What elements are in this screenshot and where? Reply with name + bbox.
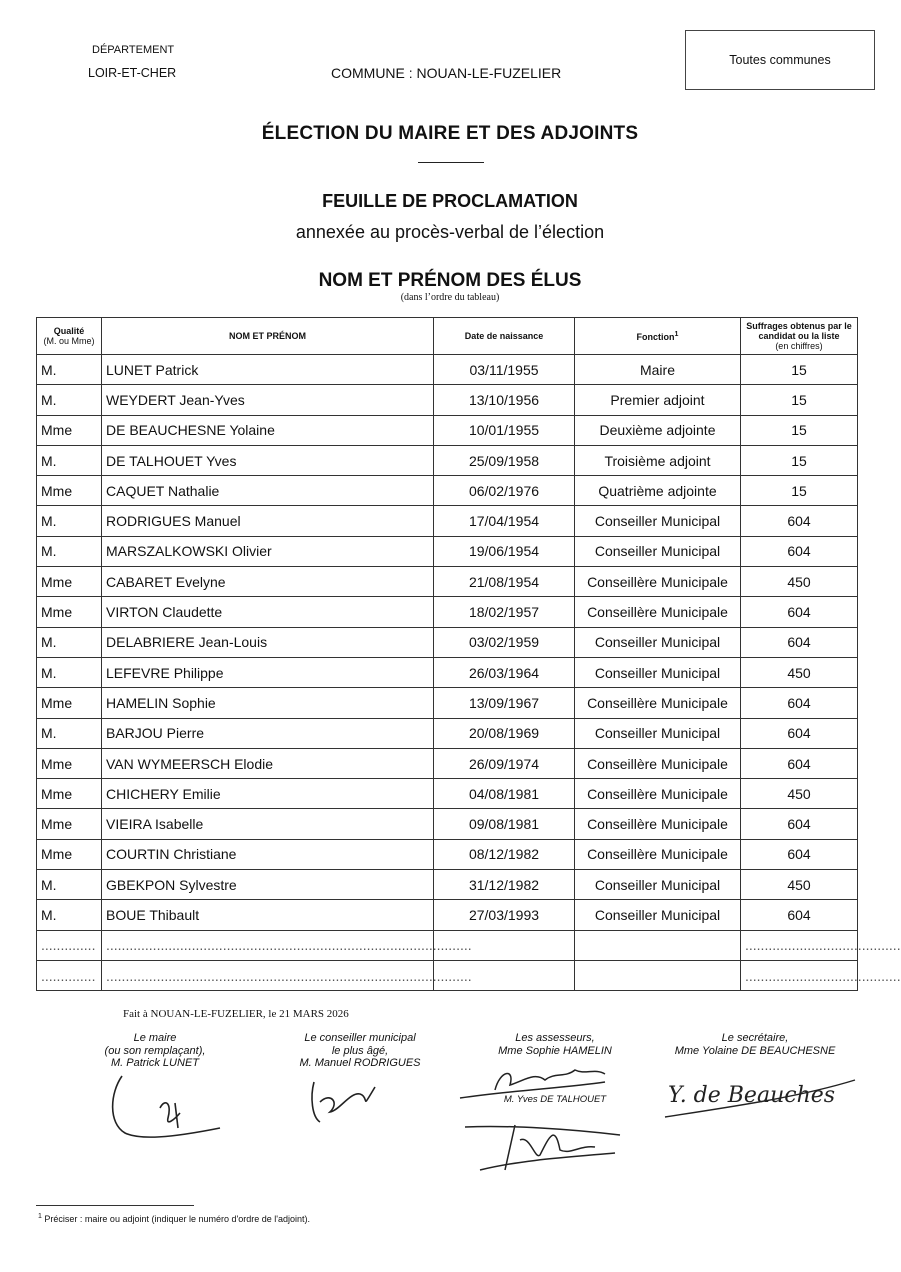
table-row [37,597,858,627]
cell-nom: GBEKPON Sylvestre [102,870,434,900]
cell-qualite: M. [37,870,102,900]
cell-fonction: Conseillère Municipale [575,748,741,778]
names-note: (dans l’ordre du tableau) [400,292,500,303]
table-row [37,476,858,506]
cell-qualite: .............. [37,930,102,960]
signature-conseiller-scribble [300,1072,390,1132]
cell-fonction: Deuxième adjointe [575,415,741,445]
cell-date: 26/09/1974 [434,748,575,778]
cell-date: 27/03/1993 [434,900,575,930]
cell-suffrages: 604 [741,536,858,566]
cell-suffrages: 450 [741,567,858,597]
cell-nom: LEFEVRE Philippe [102,657,434,687]
cell-suffrages: 450 [741,779,858,809]
signature-conseiller: Le conseiller municipal le plus âgé, M. Manuel RODRIGUES [299,1032,421,1069]
table-row [37,506,858,536]
cell-nom: LUNET Patrick [102,355,434,385]
cell-nom: COURTIN Christiane [102,839,434,869]
signature-maire-scribble [100,1068,230,1148]
cell-nom: DELABRIERE Jean-Louis [102,627,434,657]
table-row [37,900,858,930]
department-label: DÉPARTEMENT [92,44,175,56]
header-fonction: Fonction$^1$ [575,318,741,355]
cell-nom: RODRIGUES Manuel [102,506,434,536]
table-row [37,779,858,809]
cell-fonction: Troisième adjoint [575,445,741,475]
cell-qualite: M. [37,385,102,415]
cell-suffrages: 604 [741,900,858,930]
cell-qualite: .............. [37,960,102,990]
cell-fonction: Conseiller Municipal [575,718,741,748]
table-row [37,385,858,415]
cell-suffrages: 604 [741,506,858,536]
cell-suffrages: ........................................ [741,930,858,960]
cell-suffrages: 450 [741,657,858,687]
signature-talhouet-scribble [460,1115,630,1180]
table-row [37,355,858,385]
cell-fonction: Conseiller Municipal [575,506,741,536]
place-date: Fait à NOUAN-LE-FUZELIER, le 21 MARS 2026 [123,1008,349,1020]
cell-fonction: Conseiller Municipal [575,657,741,687]
header-date: Date de naissance [434,318,575,355]
cell-date: 10/01/1955 [434,415,575,445]
cell-date: 25/09/1958 [434,445,575,475]
cell-suffrages: 15 [741,476,858,506]
cell-nom: MARSZALKOWSKI Olivier [102,536,434,566]
cell-suffrages: 604 [741,688,858,718]
cell-nom: .............................................................................................. [102,930,434,960]
communes-box [685,30,875,90]
cell-qualite: Mme [37,688,102,718]
cell-fonction: Quatrième adjointe [575,476,741,506]
cell-suffrages: 15 [741,385,858,415]
table-row-empty [37,960,858,990]
cell-suffrages: 15 [741,415,858,445]
cell-date: 13/09/1967 [434,688,575,718]
cell-qualite: Mme [37,476,102,506]
assesseur-2-name: M. Yves DE TALHOUET [503,1094,607,1105]
cell-suffrages: 15 [741,355,858,385]
cell-suffrages: ........................................ [741,960,858,990]
names-title: NOM ET PRÉNOM DES ÉLUS [318,270,582,291]
cell-qualite: Mme [37,779,102,809]
table-row [37,536,858,566]
cell-date: 17/04/1954 [434,506,575,536]
cell-qualite: Mme [37,748,102,778]
cell-suffrages: 450 [741,870,858,900]
cell-fonction: Conseillère Municipale [575,809,741,839]
cell-fonction [575,930,741,960]
cell-suffrages: 604 [741,839,858,869]
cell-qualite: Mme [37,839,102,869]
cell-date: 20/08/1969 [434,718,575,748]
footnote-divider [36,1205,194,1206]
signature-secretaire: Le secrétaire, Mme Yolaine DE BEAUCHESNE [674,1032,836,1057]
cell-qualite: Mme [37,567,102,597]
sheet-title: FEUILLE DE PROCLAMATION [322,191,578,211]
main-title: ÉLECTION DU MAIRE ET DES ADJOINTS [261,123,639,144]
cell-qualite: M. [37,718,102,748]
table-row [37,718,858,748]
cell-suffrages: 604 [741,809,858,839]
cell-fonction: Conseillère Municipale [575,688,741,718]
cell-qualite: Mme [37,597,102,627]
cell-suffrages: 604 [741,597,858,627]
cell-nom: CHICHERY Emilie [102,779,434,809]
header-nom: NOM ET PRÉNOM [102,318,434,355]
signature-maire: Le maire (ou son remplaçant), M. Patrick LUNET [104,1032,206,1069]
cell-date: 26/03/1964 [434,657,575,687]
signature-secretaire-scribble [660,1062,860,1132]
cell-date: 19/06/1954 [434,536,575,566]
cell-suffrages: 604 [741,718,858,748]
cell-date: 06/02/1976 [434,476,575,506]
table-row [37,657,858,687]
cell-fonction: Conseillère Municipale [575,567,741,597]
cell-date: 03/11/1955 [434,355,575,385]
cell-qualite: M. [37,506,102,536]
cell-date: 09/08/1981 [434,809,575,839]
cell-qualite: M. [37,445,102,475]
cell-qualite: M. [37,536,102,566]
cell-qualite: M. [37,900,102,930]
cell-nom: CAQUET Nathalie [102,476,434,506]
cell-nom: WEYDERT Jean-Yves [102,385,434,415]
table-row [37,415,858,445]
table-row [37,870,858,900]
cell-nom: VAN WYMEERSCH Elodie [102,748,434,778]
table-row [37,567,858,597]
cell-date: 04/08/1981 [434,779,575,809]
cell-nom: VIEIRA Isabelle [102,809,434,839]
cell-qualite: M. [37,627,102,657]
cell-date: 21/08/1954 [434,567,575,597]
cell-nom: BARJOU Pierre [102,718,434,748]
table-row [37,627,858,657]
cell-nom: DE BEAUCHESNE Yolaine [102,415,434,445]
commune-name: COMMUNE : NOUAN-LE-FUZELIER [331,65,562,81]
cell-fonction: Conseiller Municipal [575,627,741,657]
cell-qualite: Mme [37,415,102,445]
cell-date: 08/12/1982 [434,839,575,869]
table-header-row [37,318,858,355]
cell-fonction: Conseiller Municipal [575,870,741,900]
header-suffrages: Suffrages obtenus par le candidat ou la liste (en chiffres) [741,318,858,355]
cell-fonction: Conseillère Municipale [575,839,741,869]
cell-fonction: Premier adjoint [575,385,741,415]
cell-fonction: Maire [575,355,741,385]
cell-date: 03/02/1959 [434,627,575,657]
cell-nom: BOUE Thibault [102,900,434,930]
cell-qualite: M. [37,657,102,687]
cell-suffrages: 604 [741,748,858,778]
cell-date: 13/10/1956 [434,385,575,415]
cell-fonction [575,960,741,990]
cell-nom: VIRTON Claudette [102,597,434,627]
elected-table [36,317,901,991]
header-qualite: Qualité (M. ou Mme) [37,318,102,355]
signature-assesseurs: Les assesseurs, Mme Sophie HAMELIN [498,1032,612,1057]
table-row [37,809,858,839]
table-row [37,688,858,718]
cell-fonction: Conseillère Municipale [575,597,741,627]
cell-fonction: Conseiller Municipal [575,900,741,930]
cell-date: 31/12/1982 [434,870,575,900]
communes-box-text: Toutes communes [729,53,831,67]
cell-nom: DE TALHOUET Yves [102,445,434,475]
cell-nom: CABARET Evelyne [102,567,434,597]
cell-nom: HAMELIN Sophie [102,688,434,718]
cell-suffrages: 604 [741,627,858,657]
footnote: $^1$ Préciser : maire ou adjoint (indiquer le numéro d'ordre de l'adjoint). [38,1213,310,1224]
sheet-subtitle: annexée au procès-verbal de l’élection [295,222,605,242]
table-row-empty [37,930,858,960]
cell-qualite: M. [37,355,102,385]
table-row [37,748,858,778]
title-divider [418,162,484,163]
cell-fonction: Conseillère Municipale [575,779,741,809]
cell-nom: .............................................................................................. [102,960,434,990]
cell-fonction: Conseiller Municipal [575,536,741,566]
department-name: LOIR-ET-CHER [88,66,177,80]
svg-text:Y. de Beauches: Y. de Beauches [668,1083,836,1108]
cell-suffrages: 15 [741,445,858,475]
cell-qualite: Mme [37,809,102,839]
cell-date: 18/02/1957 [434,597,575,627]
table-row [37,839,858,869]
table-row [37,445,858,475]
